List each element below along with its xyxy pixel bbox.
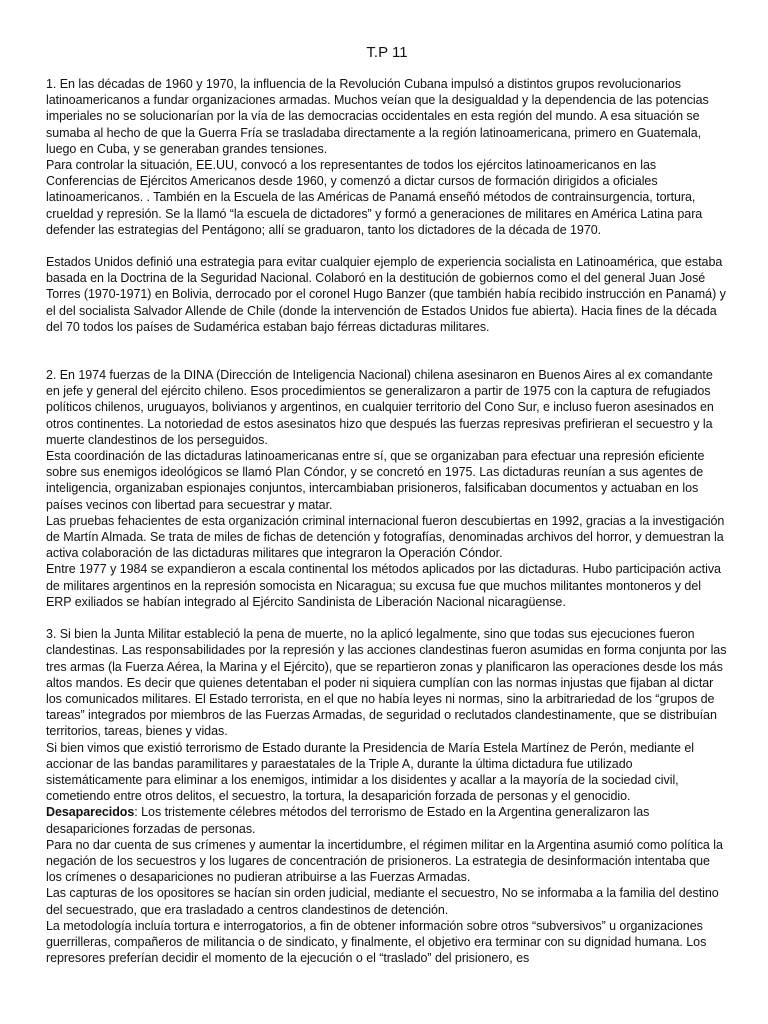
paragraph-desaparecidos (46, 804, 728, 836)
paragraph: 1. En las décadas de 1960 y 1970, la influencia de la Revolución Cubana impulsó a distintos grupos revolucionarios latinoamericanos a fundar organizaciones armadas. Muchos veían que la desigualdad y la dependencia de las potencias imperiales no se solucionarían por la vía de las democracias occidentales en esta región del mundo. A esa situación se sumaba al hecho de que la Guerra Fría se trasladaba directamente a la región latinoamericana, primero en Guatemala, luego en Cuba, y se generaban grandes tensiones. (46, 77, 709, 156)
paragraph: Las capturas de los opositores se hacían sin orden judicial, mediante el secuestro, No se informaba a la familia del destino del secuestrado, que era trasladado a centros clandestinos de detención. (46, 886, 719, 917)
paragraph-gap (46, 238, 728, 254)
paragraph: Estados Unidos definió una estrategia para evitar cualquier ejemplo de experiencia socialista en Latinoamérica, que estaba basada en la Doctrina de la Seguridad Nacional. Colaboró en la destitución de gobiernos como el del general Juan José Torres (1970-1971) en Bolivia, derrocado por el coronel Hugo Banzer (que también había recibido instrucción en Panamá) y el del socialista Salvador Allende de Chile (donde la intervención de Estados Unidos fue abierta). Hacia fines de la década del 70 todos los países de Sudamérica estaban bajo férreas dictaduras militares. (46, 255, 726, 334)
section-1 (46, 76, 728, 335)
section-3 (46, 626, 728, 966)
paragraph: Para controlar la situación, EE.UU, convocó a los representantes de todos los ejércitos latinoamericanos en las Conferencias de Ejércitos Americanos desde 1960, y comenzó a dictar cursos de formación dirigidos a oficiales latinoamericanos. . También en la Escuela de las Américas de Panamá enseñó métodos de contrainsurgencia, tortura, crueldad y represión. Se la llamó “la escuela de dictadores” y formó a generaciones de militares en América Latina para defender las estrategias del Pentágono; allí se graduaron, tanto los dictadores de la década de 1970. (46, 158, 703, 237)
document-title: T.P 11 (366, 44, 408, 61)
section-gap (46, 335, 728, 367)
paragraph: Entre 1977 y 1984 se expandieron a escala continental los métodos aplicados por las dictaduras. Hubo participación activa de militares argentinos en la represión somocista en Nicaragua; su excusa fue que muchos militantes montoneros y del ERP exiliados se habían integrado al Ejército Sandinista de Liberación Nacional nicaragüense. (46, 562, 721, 609)
section-gap (46, 610, 728, 626)
paragraph: Esta coordinación de las dictaduras latinoamericanas entre sí, que se organizaban para efectuar una represión eficiente sobre sus enemigos ideológicos se llamó Plan Cóndor, y se concretó en 1975. Las dictaduras reunían a sus agentes de inteligencia, organizaban espionajes conjuntos, intercambiaban prisioneros, falsificaban documentos y actuaban en los países vecinos con libertad para secuestrar y matar. (46, 449, 705, 512)
paragraph: 3. Si bien la Junta Militar estableció la pena de muerte, no la aplicó legalmente, sino que todas sus ejecuciones fueron clandestinas. Las responsabilidades por la represión y las acciones clandestinas fueron asumidas en forma conjunta por las tres armas (la Fuerza Aérea, la Marina y el Ejército), que se repartieron zonas y planificaron las operaciones desde los más altos mandos. Es decir que quienes detentaban el poder ni siquiera cumplían con las normas injustas que fijaban al dictar los comunicados militares. El Estado terrorista, en el que no había leyes ni normas, sino la arbitrariedad de los “grupos de tareas” integrados por miembros de las Fuerzas Armadas, de seguridad o reclutados clandestinamente, que se distribuían territorios, tareas, bienes y vidas. (46, 627, 727, 739)
paragraph: Si bien vimos que existió terrorismo de Estado durante la Presidencia de María Estela Martínez de Perón, mediante el accionar de las bandas paramilitares y paraestatales de la Triple A, durante la última dictadura fue utilizado sistemáticamente para eliminar a los enemigos, intimidar a los disidentes y acallar a la mayoría de la sociedad civil, cometiendo entre otros delitos, el secuestro, la tortura, la desaparición forzada de personas y el genocidio. (46, 740, 695, 804)
paragraph: Para no dar cuenta de sus crímenes y aumentar la incertidumbre, el régimen militar en la Argentina asumió como política la negación de los secuestros y los lugares de concentración de prisioneros. La estrategia de desinformación intentaba que los crímenes o desapariciones no pudieran atribuirse a las Fuerzas Armadas. (46, 837, 723, 885)
bold-term: Desaparecidos (46, 805, 135, 820)
paragraph: Las pruebas fehacientes de esta organización criminal internacional fueron descubiertas en 1992, gracias a la investigación de Martín Almada. Se trata de miles de fichas de detención y fotografías, denominadas archivos del horror, y demuestran la activa colaboración de las dictaduras militares que integraron la Operación Cóndor. (46, 513, 725, 561)
paragraph: 2. En 1974 fuerzas de la DINA (Dirección de Inteligencia Nacional) chilena asesinaron en Buenos Aires al ex comandante en jefe y general del ejército chileno. Esos procedimientos se generalizaron a partir de 1975 con la captura de refugiados políticos chilenos, uruguayos, bolivianos y argentinos, en cualquier territorio del Cono Sur, e incluso fueron asesinados en otros continentes. La notoriedad de estos asesinatos hizo que después las fuerzas represivas prefirieran el secuestro y la muerte clandestinos de los perseguidos. (46, 368, 714, 447)
paragraph-text: : Los tristemente célebres métodos del terrorismo de Estado en la Argentina generalizaron las desapariciones forzadas de personas. (46, 805, 650, 836)
paragraph: La metodología incluía tortura e interrogatorios, a fin de obtener información sobre otros “subversivos” u organizaciones guerrilleras, compañeros de militancia o de sindicato, y finalmente, el objetivo era terminar con su dignidad humana. Los represores preferían decidir el momento de la ejecución o el “traslado” del prisionero, es (46, 918, 707, 966)
section-2 (46, 367, 728, 610)
